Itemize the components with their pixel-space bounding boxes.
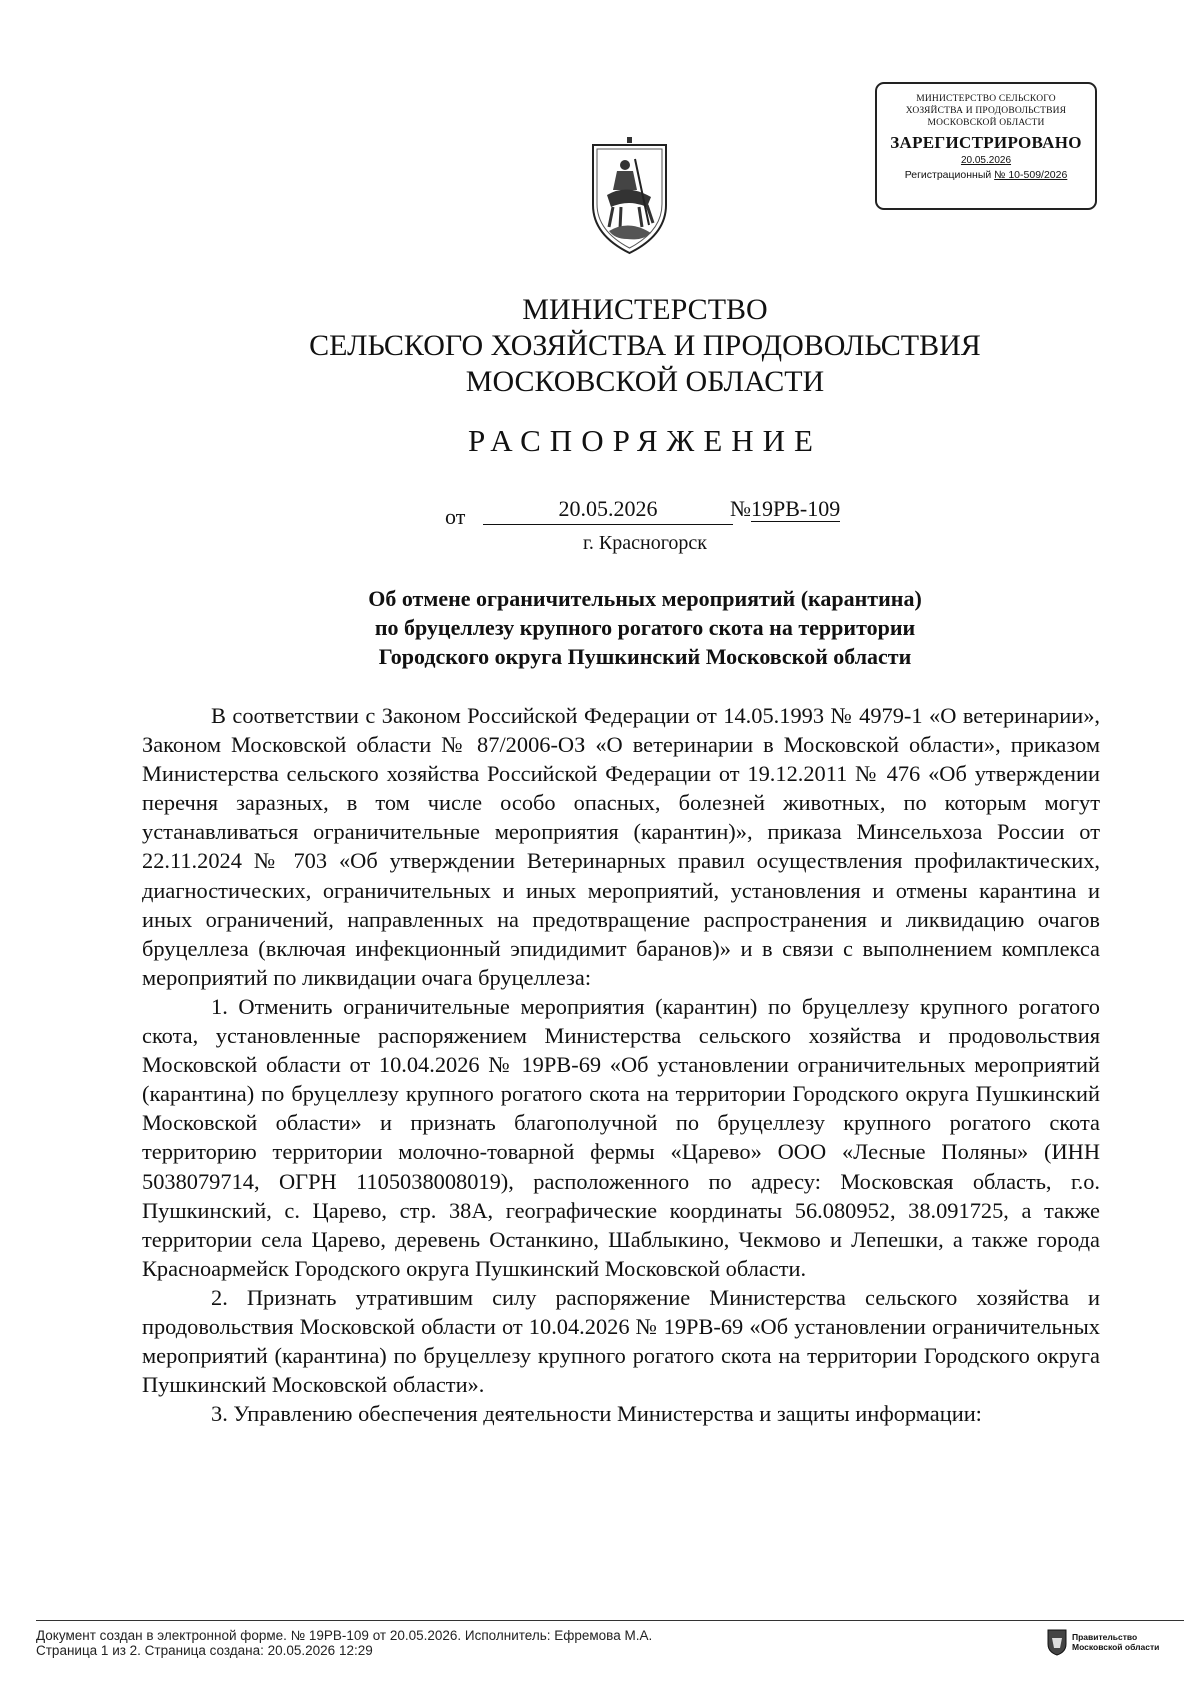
stamp-reg-number (877, 169, 1095, 181)
government-logo (1046, 1628, 1159, 1656)
number-value: 19РВ-109 (751, 496, 841, 521)
subject-line2: по бруцеллезу крупного рогатого скота на территории (374, 615, 916, 640)
stamp-status: ЗАРЕГИСТРИРОВАНО (890, 133, 1082, 152)
stamp-org-line1: МИНИСТЕРСТВО СЕЛЬСКОГО (916, 94, 1056, 104)
ministry-line3: МОСКОВСКОЙ ОБЛАСТИ (465, 365, 825, 398)
item-1-paragraph: 1. Отменить ограничительные мероприятия (карантин) по бруцеллезу крупного рогатого скота, установленные распоряжением Министерства сельского хозяйства и продовольствия Московской области от 10.04.2026 № 19РВ-69 «Об установлении ограничительных мероприятий (карантина) по бруцеллезу крупного рогатого скота на территории Городского округа Пушкинский Московской области» и признать благополучной по бруцеллезу крупного рогатого скота территорию территории молочно-товарной фермы «Царево» ООО «Лесные Поляны» (ИНН 5038079714, ОГРН 1105038008019), расположенного по адресу: Московская область, г.о. Пушкинский, с. Царево, стр. 38А, географические координаты 56.080952, 38.091725, а также территории села Царево, деревень Останкино, Шаблыкино, Чекмово и Лепешки, а также города Красноармейск Городского округа Пушкинский Московской области. (142, 993, 1100, 1281)
mini-coat-of-arms-icon (1046, 1628, 1068, 1656)
registration-stamp (875, 82, 1097, 210)
stamp-org-line2: ХОЗЯЙСТВА И ПРОДОВОЛЬСТВИЯ (905, 106, 1067, 116)
footer-line1: Документ создан в электронной форме. № 19РВ-109 от 20.05.2026. Исполнитель: Ефремова М.А. (36, 1628, 653, 1643)
date-prefix: от (445, 504, 466, 529)
gov-logo-text (1072, 1632, 1159, 1652)
stamp-reg-value: № 10-509/2026 (994, 169, 1068, 181)
document-subject (0, 584, 1200, 671)
footer (36, 1628, 652, 1658)
subject-line3: Городского округа Пушкинский Московской области (378, 644, 912, 669)
document-body (142, 701, 1100, 1428)
gov-line2: Московской области (1072, 1642, 1160, 1652)
preamble-paragraph: В соответствии с Законом Российской Федерации от 14.05.1993 № 4979-1 «О ветеринарии», Законом Московской области № 87/2006-ОЗ «О ветеринарии в Московской области», приказом Министерства сельского хозяйства Российской Федерации от 19.12.2011 № 476 «Об утверждении перечня заразных, в том числе особо опасных, болезней животных, по которым могут устанавливаться ограничительные мероприятия (карантин)», приказа Минсельхоза России от 22.11.2024 № 703 «Об утверждении Ветеринарных правил осуществления профилактических, диагностических, ограничительных и иных мероприятий, установления и отмены карантина и иных ограничений, направленных на предотвращение распространения и ликвидацию очагов бруцеллеза (включая инфекционный эпидидимит баранов)» и в связи с выполнением комплекса мероприятий по ликвидации очага бруцеллеза: (142, 703, 1100, 990)
document-number (730, 496, 840, 522)
stamp-reg-label: Регистрационный (904, 169, 992, 181)
subject-line1: Об отмене ограничительных мероприятий (карантина) (368, 586, 922, 611)
footer-line2: Страница 1 из 2. Страница создана: 20.05.2026 12:29 (36, 1643, 373, 1658)
ministry-line2: СЕЛЬСКОГО ХОЗЯЙСТВА И ПРОДОВОЛЬСТВИЯ (309, 329, 981, 362)
footer-divider (36, 1620, 1184, 1621)
coat-of-arms-icon (587, 135, 672, 260)
gov-line1: Правительство (1072, 1632, 1138, 1642)
ministry-line1: МИНИСТЕРСТВО (522, 293, 768, 326)
item-2-paragraph: 2. Признать утратившим силу распоряжение Министерства сельского хозяйства и продовольствия Московской области от 10.04.2026 № 19РВ-69 «Об установлении ограничительных мероприятий (карантина) по бруцеллезу крупного рогатого скота на территории Городского округа Пушкинский Московской области». (142, 1284, 1100, 1398)
stamp-org-line3: МОСКОВСКОЙ ОБЛАСТИ (927, 118, 1045, 128)
city: г. Красногорск (582, 532, 708, 554)
stamp-date: 20.05.2026 (960, 155, 1012, 166)
document-type: РАСПОРЯЖЕНИЕ (468, 423, 822, 458)
document-date: 20.05.2026 (483, 496, 733, 525)
ministry-header (0, 292, 1200, 400)
item-3-paragraph: 3. Управлению обеспечения деятельности Министерства и защиты информации: (211, 1401, 982, 1427)
number-prefix: № (730, 496, 751, 521)
